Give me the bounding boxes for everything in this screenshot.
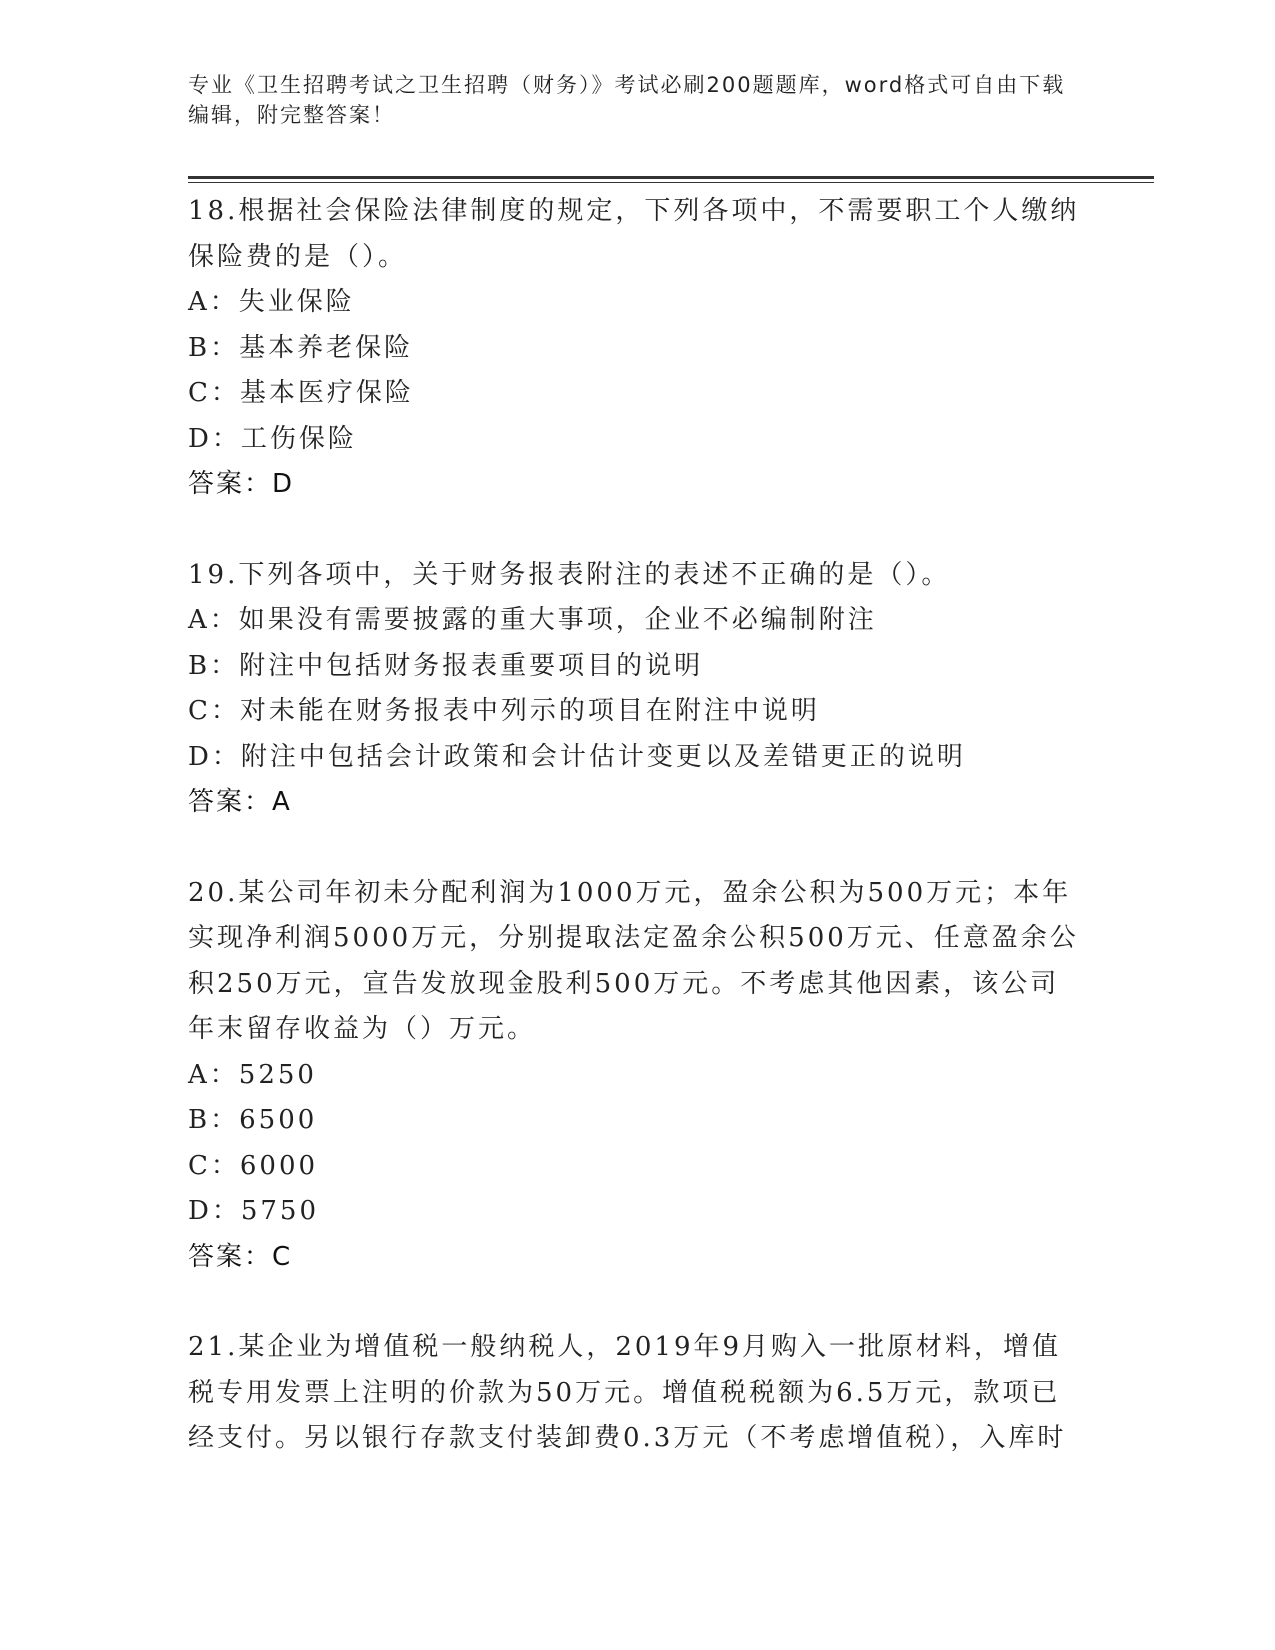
question-20 <box>188 871 1088 1281</box>
option-b: B：附注中包括财务报表重要项目的说明 <box>188 650 704 681</box>
answer-line: 答案：C <box>188 1241 293 1272</box>
question-text: 21.某企业为增值税一般纳税人，2019年9月购入一批原材料，增值税专用发票上注明的价款为50万元。增值税税额为6.5万元，款项已经支付。另以银行存款支付装卸费0.3万元（不考虑增值税），入库时 <box>188 1332 1067 1453</box>
question-text: 19.下列各项中，关于财务报表附注的表述不正确的是（）。 <box>188 559 951 590</box>
option-b: B：6500 <box>188 1105 318 1135</box>
document-header: 专业《卫生招聘考试之卫生招聘（财务）》考试必刷200题题库，word格式可自由下载编辑，附完整答案！ <box>188 73 1066 127</box>
option-a: A：失业保险 <box>188 287 355 317</box>
question-18 <box>188 189 1088 508</box>
header-divider-thick <box>188 176 1154 179</box>
question-spacer <box>188 1280 1088 1325</box>
option-d: D：工伤保险 <box>188 423 357 454</box>
question-19 <box>188 553 1088 826</box>
question-list <box>188 189 1088 1462</box>
option-a: A：如果没有需要披露的重大事项，企业不必编制附注 <box>188 605 877 635</box>
header-divider-thin <box>188 182 1154 183</box>
option-b: B：基本养老保险 <box>188 332 414 363</box>
question-text: 20.某公司年初未分配利润为1000万元，盈余公积为500万元；本年实现净利润5000万元，分别提取法定盈余公积500万元、任意盈余公积250万元，宣告发放现金股利500万元。不考虑其他因素，该公司年末留存收益为（）万元。 <box>188 877 1079 1044</box>
option-c: C：6000 <box>188 1150 319 1181</box>
answer-line: 答案：D <box>188 469 295 499</box>
option-c: C：基本医疗保险 <box>188 378 414 408</box>
question-text: 18.根据社会保险法律制度的规定，下列各项中，不需要职工个人缴纳保险费的是（）。 <box>188 196 1080 272</box>
option-a: A：5250 <box>188 1059 317 1090</box>
option-d: D：5750 <box>188 1196 320 1226</box>
answer-line: 答案：A <box>188 787 292 817</box>
question-spacer <box>188 826 1088 871</box>
option-c: C：对未能在财务报表中列示的项目在附注中说明 <box>188 696 820 726</box>
option-d: D：附注中包括会计政策和会计估计变更以及差错更正的说明 <box>188 741 966 772</box>
question-spacer <box>188 508 1088 553</box>
question-21 <box>188 1325 1088 1462</box>
